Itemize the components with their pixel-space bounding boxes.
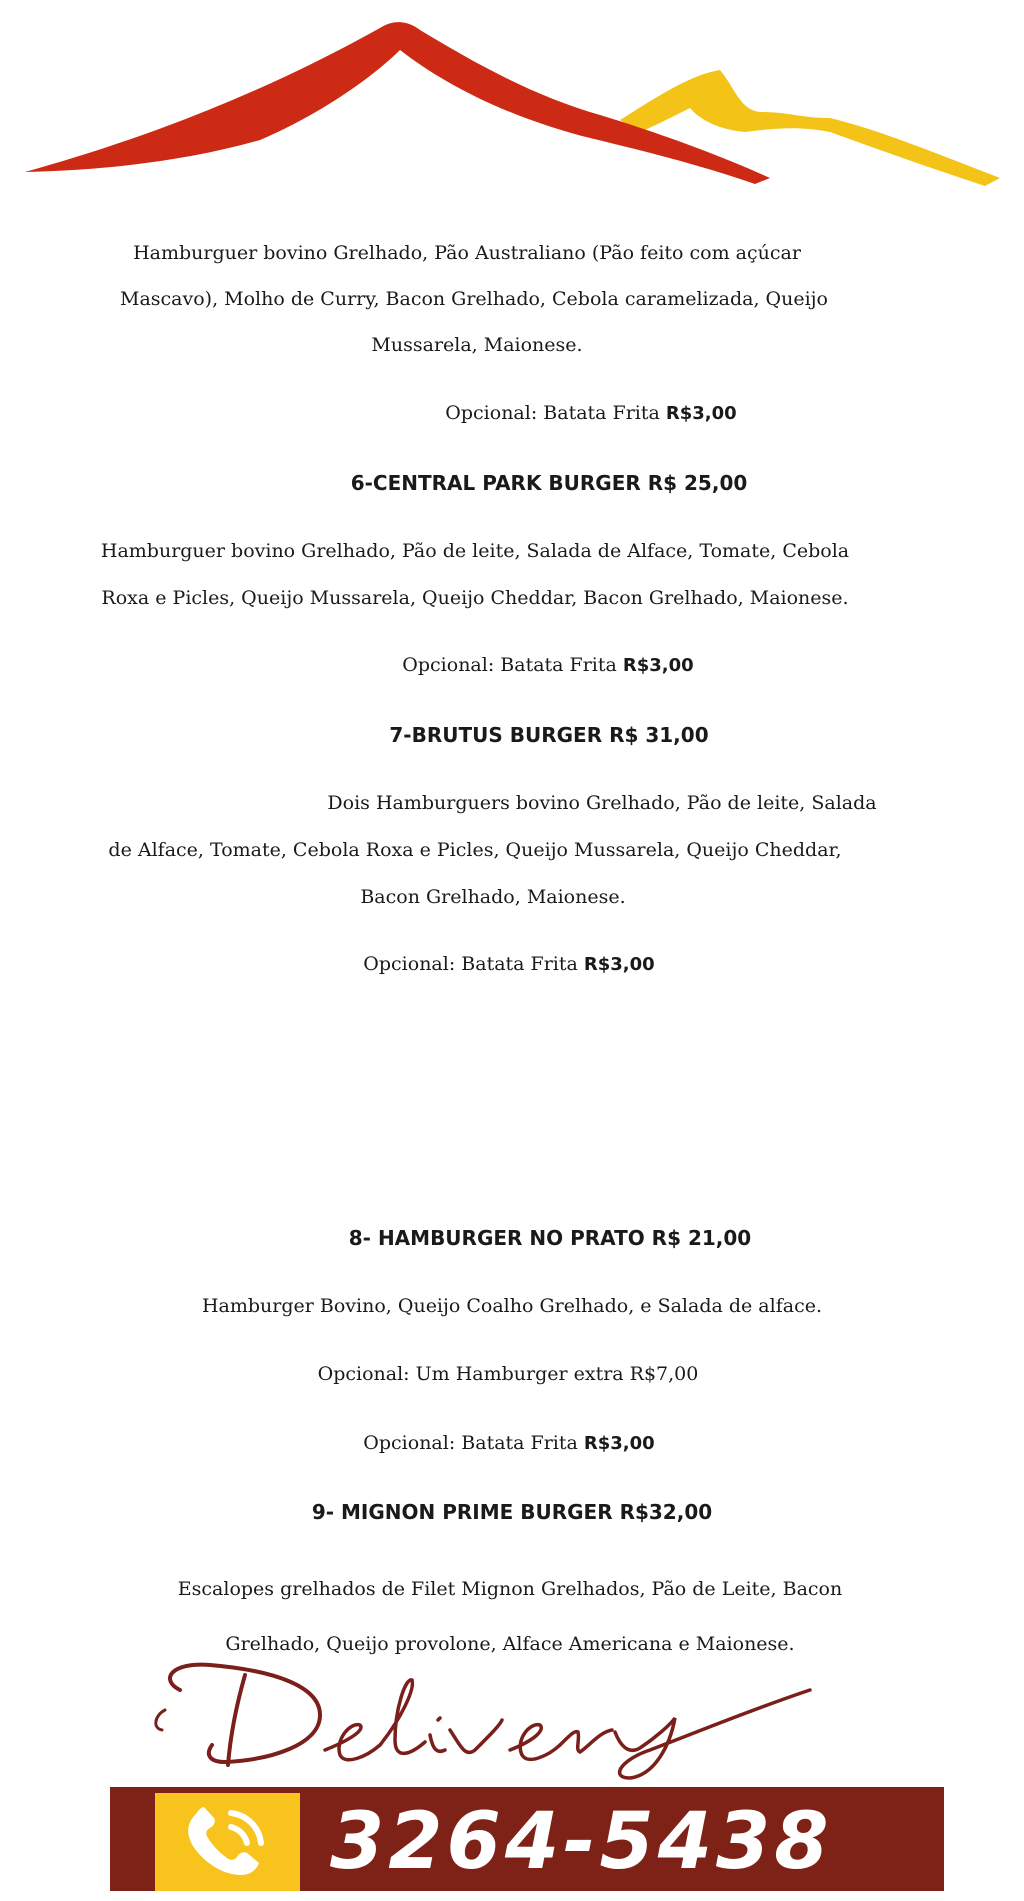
item5-description-line-3: Mussarela, Maionese.: [371, 334, 583, 356]
phone-bar: [110, 1787, 944, 1891]
item6-description-line-2: Roxa e Picles, Queijo Mussarela, Queijo Cheddar, Bacon Grelhado, Maionese.: [101, 587, 849, 609]
item7-heading: 7-BRUTUS BURGER R$ 31,00: [389, 723, 709, 747]
yellow-mountain: [620, 70, 1000, 186]
item6-description-line-1: Hamburguer bovino Grelhado, Pão de leite, Salada de Alface, Tomate, Cebola: [100, 540, 850, 562]
item5-optional-price: R$3,00: [665, 403, 737, 424]
item8-description: Hamburger Bovino, Queijo Coalho Grelhado, e Salada de alface.: [201, 1295, 822, 1317]
item5-optional: [79, 401, 1024, 426]
phone-number: 3264-5438: [330, 1797, 833, 1887]
item9-heading: 9- MIGNON PRIME BURGER R$32,00: [311, 1500, 713, 1524]
item9-description-line-2: Grelhado, Queijo provolone, Alface Americana e Maionese.: [225, 1633, 795, 1655]
item8-optional-price: R$3,00: [583, 1433, 655, 1454]
phone-icon: [177, 1805, 277, 1883]
delivery-script-logo: [150, 1650, 830, 1780]
item7-optional-label: Opcional: Batata Frita: [363, 953, 578, 975]
item8-optional-extra: Opcional: Um Hamburger extra R$7,00: [317, 1363, 699, 1385]
item6-optional: [36, 653, 1024, 678]
item7-description-line-1: Dois Hamburguers bovino Grelhado, Pão de leite, Salada: [327, 792, 877, 814]
item6-heading: 6-CENTRAL PARK BURGER R$ 25,00: [350, 471, 748, 495]
mountain-logo: [0, 0, 1024, 200]
item5-optional-label: Opcional: Batata Frita: [445, 402, 660, 424]
item7-description-line-3: Bacon Grelhado, Maionese.: [360, 886, 626, 908]
item8-optional-label: Opcional: Batata Frita: [363, 1432, 578, 1454]
phone-icon-box: [155, 1793, 300, 1891]
item5-description-line-1: Hamburguer bovino Grelhado, Pão Australiano (Pão feito com açúcar: [133, 242, 801, 264]
item7-optional: [0, 952, 1021, 977]
item7-optional-price: R$3,00: [583, 954, 655, 975]
item9-description-line-1: Escalopes grelhados de Filet Mignon Grelhados, Pão de Leite, Bacon: [177, 1578, 843, 1600]
item6-optional-price: R$3,00: [622, 655, 694, 676]
item6-optional-label: Opcional: Batata Frita: [402, 654, 617, 676]
item7-description-line-2: de Alface, Tomate, Cebola Roxa e Picles, Queijo Mussarela, Queijo Cheddar,: [108, 839, 842, 861]
item5-description-line-2: Mascavo), Molho de Curry, Bacon Grelhado, Cebola caramelizada, Queijo: [120, 288, 828, 310]
item8-optional: [0, 1431, 1021, 1456]
item8-heading: 8- HAMBURGER NO PRATO R$ 21,00: [348, 1226, 752, 1250]
